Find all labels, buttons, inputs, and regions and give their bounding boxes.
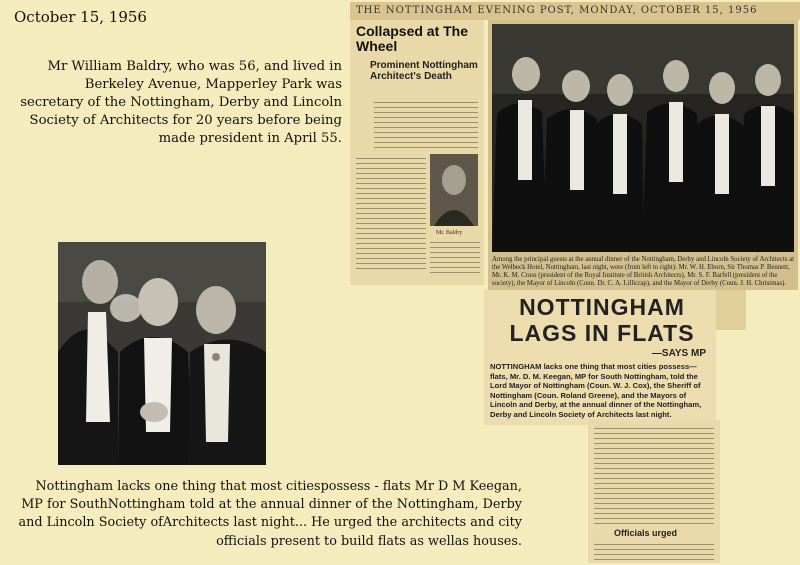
page-date: October 15, 1956 <box>14 8 147 26</box>
group-photo <box>492 24 794 252</box>
article-text-block <box>594 542 714 560</box>
clipping-lags-in-flats <box>484 290 716 425</box>
article-caption: Nottingham lacks one thing that most citiespossess - flats Mr D M Keegan, MP for SouthNottingham told at the annual dinner of the Nottingham, Derby and Lincoln Society ofArchitects last night... He urged the architects and city officials present to build flats as wellas houses. <box>18 479 522 549</box>
article-text-block <box>430 240 480 276</box>
clipping-obituary <box>350 20 484 285</box>
clipping-group-photo <box>488 20 798 290</box>
article-text-block <box>594 426 714 524</box>
obituary-summary: Mr William Baldry, who was 56, and lived in Berkeley Avenue, Mapperley Park was secretary of the Nottingham, Derby and Lincoln Society of Architects for 20 years before being made president in April 55. <box>20 59 342 146</box>
lags-lead-paragraph: NOTTINGHAM lacks one thing that most cities possess—flats, Mr. D. M. Keegan, MP for South Nottingham, told the Lord Mayor of Nottingham (Coun. W. J. Cox), the Sheriff of Nottingham (Coun. Roland Greene), and the Mayors of Lincoln and Derby, at the annual dinner of the Nottingham, Derby and Lincoln Society of Architects last night. <box>490 362 702 419</box>
dinner-photo <box>58 242 266 465</box>
newspaper-masthead: THE NOTTINGHAM EVENING POST, MONDAY, OCTOBER 15, 1956 <box>350 2 800 20</box>
portrait-caption: Mr. Baldry <box>436 230 463 236</box>
subhead-officials-urged: Officials urged <box>614 528 678 538</box>
headline-lags-in-flats <box>490 294 714 346</box>
baldry-portrait <box>430 154 478 226</box>
headline-line-1: NOTTINGHAM <box>519 294 685 320</box>
says-mp: —SAYS MP <box>651 348 706 359</box>
group-photo-caption: Among the principal guests at the annual dinner of the Nottingham, Derby and Lincoln Society of Architects at the Welbeck Hotel, Nottingham, last night, were (from left to right): Mr. W. H. Eborn, Sir Thomas P. Bennett, Mr. K. M. Cross (president of the Royal Institute of British Architects), Mr. S. F. Barfell (president of the society), the Mayor of Lincoln (Coun. Dr. C. A. Lillicrap), and the Mayor of Derby (Coun. J. H. Christmas). <box>492 256 795 287</box>
subhead-architect-death: Prominent Nottingham Architect's Death <box>370 60 478 82</box>
article-text-block <box>356 156 426 272</box>
headline-line-2: LAGS IN FLATS <box>509 320 695 346</box>
clipping-continued <box>588 420 720 563</box>
torn-strip <box>716 290 746 330</box>
article-text-block <box>374 100 478 152</box>
headline-collapsed: Collapsed at The Wheel <box>356 23 469 54</box>
